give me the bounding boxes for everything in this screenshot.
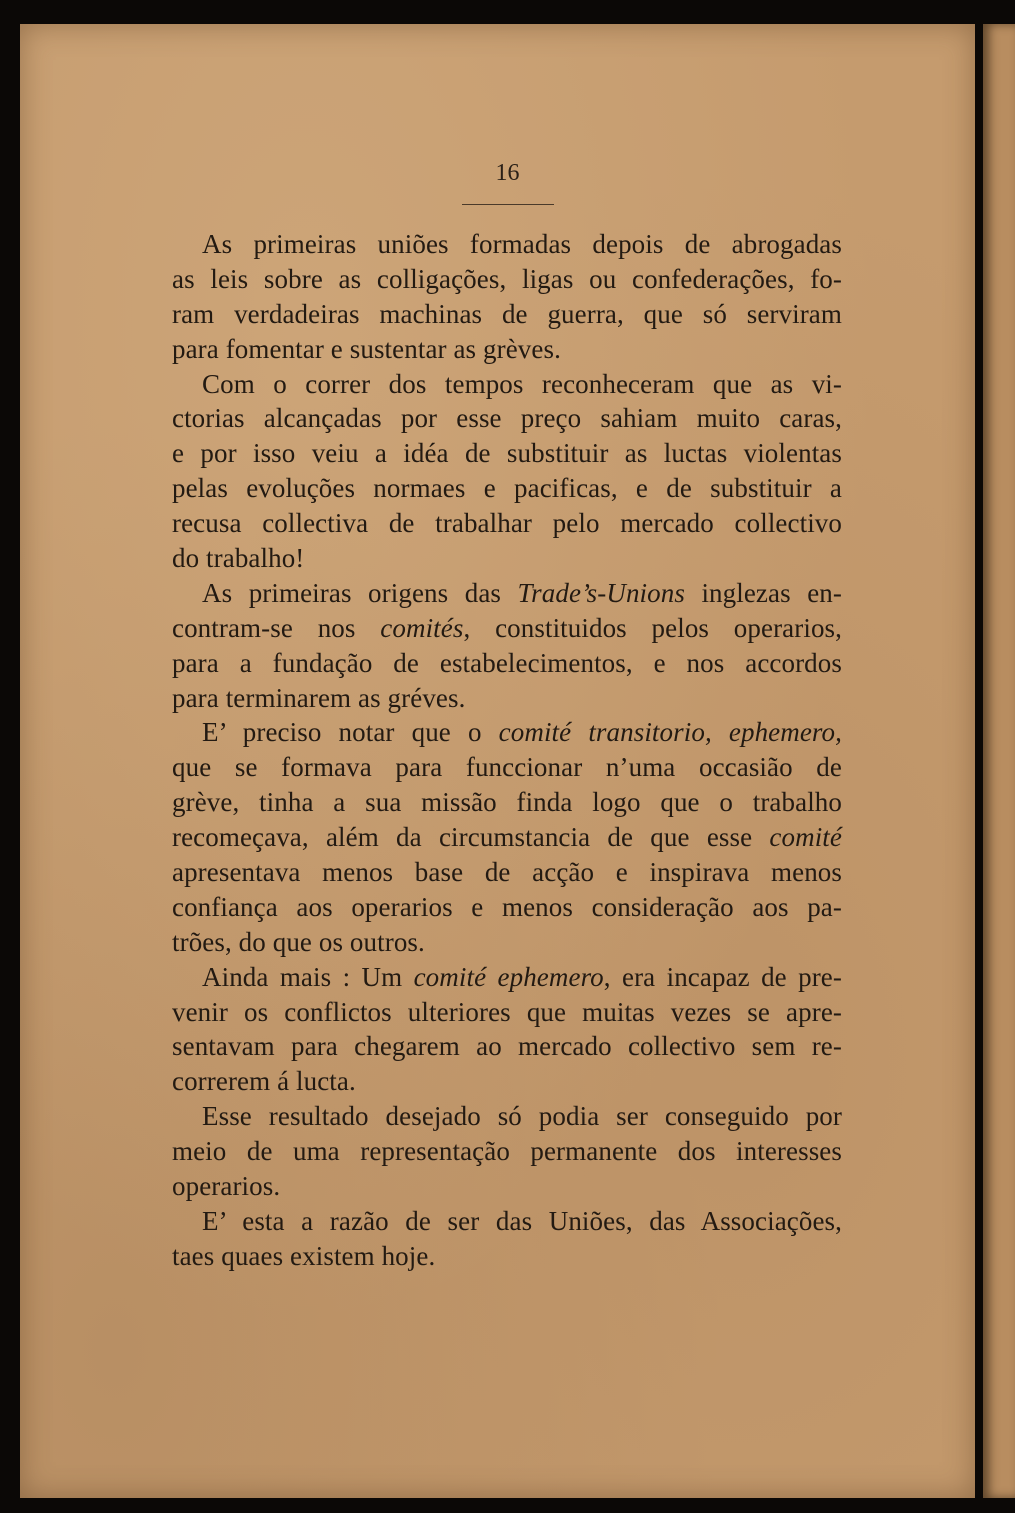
text-line: sentavam para chegarem ao mercado collectivo sem re-: [172, 1031, 842, 1062]
text-segment: Ainda mais : Um: [202, 961, 414, 992]
text-line: Esse resultado desejado só podia ser conseguido por: [202, 1101, 842, 1132]
text-line: E’ esta a razão de ser das Uniões, das Associações,: [202, 1205, 842, 1236]
text-line: [172, 611, 842, 646]
text-segment: recomeçava, além da circumstancia de que esse: [172, 822, 770, 853]
emphasized-text: comité ephemero: [413, 961, 604, 992]
text-line: Com o correr dos tempos reconheceram que as vi-: [202, 368, 842, 399]
text-line: meio de uma representação permanente dos interesses: [172, 1136, 842, 1167]
text-line: grève, tinha a sua missão finda logo que o trabalho: [172, 787, 842, 818]
text-line: confiança aos operarios e menos consideração aos pa-: [172, 891, 842, 922]
emphasized-text: comité transitorio, ephemero,: [498, 717, 842, 748]
text-line: as leis sobre as colligações, ligas ou confederações, fo-: [172, 263, 842, 294]
text-segment: , era incapaz de pre-: [603, 961, 842, 992]
text-line: operarios.: [172, 1171, 281, 1202]
text-line: taes quaes existem hoje.: [172, 1240, 436, 1271]
text-segment: contram-se nos: [172, 612, 381, 643]
emphasized-text: comités: [380, 612, 464, 643]
text-line: As primeiras uniões formadas depois de abrogadas: [202, 229, 842, 259]
emphasized-text: comité: [769, 822, 842, 853]
text-line: recusa collectiva de trabalhar pelo mercado collectivo: [172, 508, 842, 539]
body-text: [172, 227, 842, 1274]
text-line: trões, do que os outros.: [172, 926, 425, 957]
text-line: correrem á lucta.: [172, 1066, 356, 1097]
emphasized-text: Trade’s-Unions: [517, 577, 685, 608]
header-rule: [462, 204, 554, 205]
text-line: [172, 715, 842, 750]
text-line: do trabalho!: [172, 543, 305, 574]
text-line: para a fundação de estabelecimentos, e nos accordos: [172, 647, 842, 678]
text-line: [172, 576, 842, 611]
text-segment: As primeiras origens das: [202, 577, 518, 608]
text-line: para terminarem as gréves.: [172, 682, 466, 713]
text-line: [172, 820, 842, 855]
text-line: pelas evoluções normaes e pacificas, e de substituir a: [172, 473, 842, 504]
text-line: ram verdadeiras machinas de guerra, que só serviram: [172, 298, 842, 329]
text-line: para fomentar e sustentar as grèves.: [172, 333, 561, 364]
page-number: 16: [495, 160, 520, 186]
text-line: que se formava para funccionar n’uma occasião de: [172, 752, 842, 783]
text-line: venir os conflictos ulteriores que muitas vezes se apre-: [172, 996, 842, 1027]
adjacent-page-edge: [983, 24, 1015, 1498]
text-line: apresentava menos base de acção e inspirava menos: [172, 857, 842, 888]
text-line: [172, 960, 842, 995]
text-line: e por isso veiu a idéa de substituir as luctas violentas: [172, 438, 842, 469]
text-segment: , constituidos pelos operarios,: [463, 612, 843, 643]
text-segment: E’ preciso notar que o: [202, 717, 499, 748]
text-line: ctorias alcançadas por esse preço sahiam muito caras,: [172, 403, 842, 434]
text-segment: inglezas en-: [684, 577, 842, 608]
